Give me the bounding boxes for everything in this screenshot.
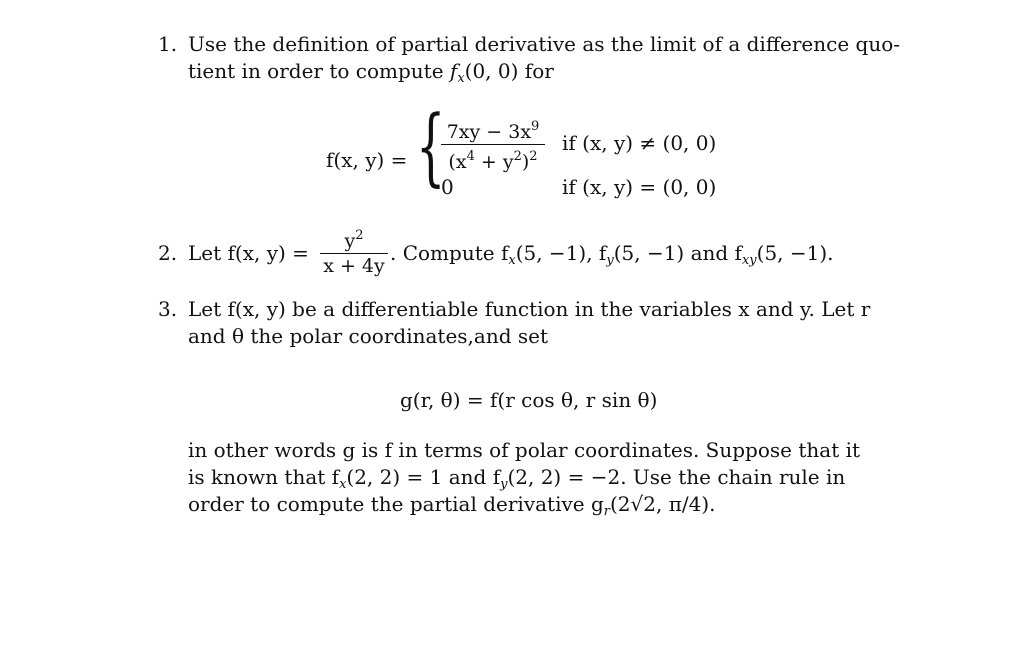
piecewise-brace: { — [416, 97, 446, 195]
piecewise-lhs: f(x, y) = — [326, 148, 408, 172]
piecewise-case-2-value: 0 — [441, 175, 454, 199]
problem-1-number: 1. — [158, 32, 178, 56]
piecewise-fraction: $7xy - 3x^9$ $(x^4 + y^2)^2$ — [441, 116, 545, 173]
piecewise-case-1-condition: if (x, y) ≠ (0, 0) — [562, 131, 717, 155]
problem-3-line-2: and θ the polar coordinates,and set — [188, 324, 548, 348]
problem-3-line-4: is known that $f_x(2$, 2) = 1 and $f_y(2$, 2) = −2. Use the chain rule in — [188, 465, 846, 492]
problem-2-fraction: $y^2$ x + 4y — [320, 225, 388, 277]
problem-2-text: . Compute $f_x(5$, −1), $f_y(5$, −1) and $f_{xy}(5$, −1). — [390, 241, 834, 268]
problem-1-line-1: Use the definition of partial derivative as the limit of a difference quo- — [188, 32, 901, 56]
problem-3-line-5: order to compute the partial derivative $g_r(2√2$, π/4). — [188, 492, 716, 519]
problem-3-number: 3. — [158, 297, 178, 321]
problem-3-line-3: in other words g is f in terms of polar coordinates. Suppose that it — [188, 438, 861, 462]
piecewise-case-2-condition: if (x, y) = (0, 0) — [562, 175, 717, 199]
problem-2-let: Let f(x, y) = — [188, 241, 309, 265]
problem-2-number: 2. — [158, 241, 178, 265]
problem-3-display-equation: g(r, θ) = f(r cos θ, r sin θ) — [400, 388, 658, 412]
problem-1-line-2: tient in order to compute $f_x(0$, 0) for — [188, 59, 554, 86]
problem-3-line-1: Let f(x, y) be a differentiable function in the variables x and y. Let r — [188, 297, 871, 321]
